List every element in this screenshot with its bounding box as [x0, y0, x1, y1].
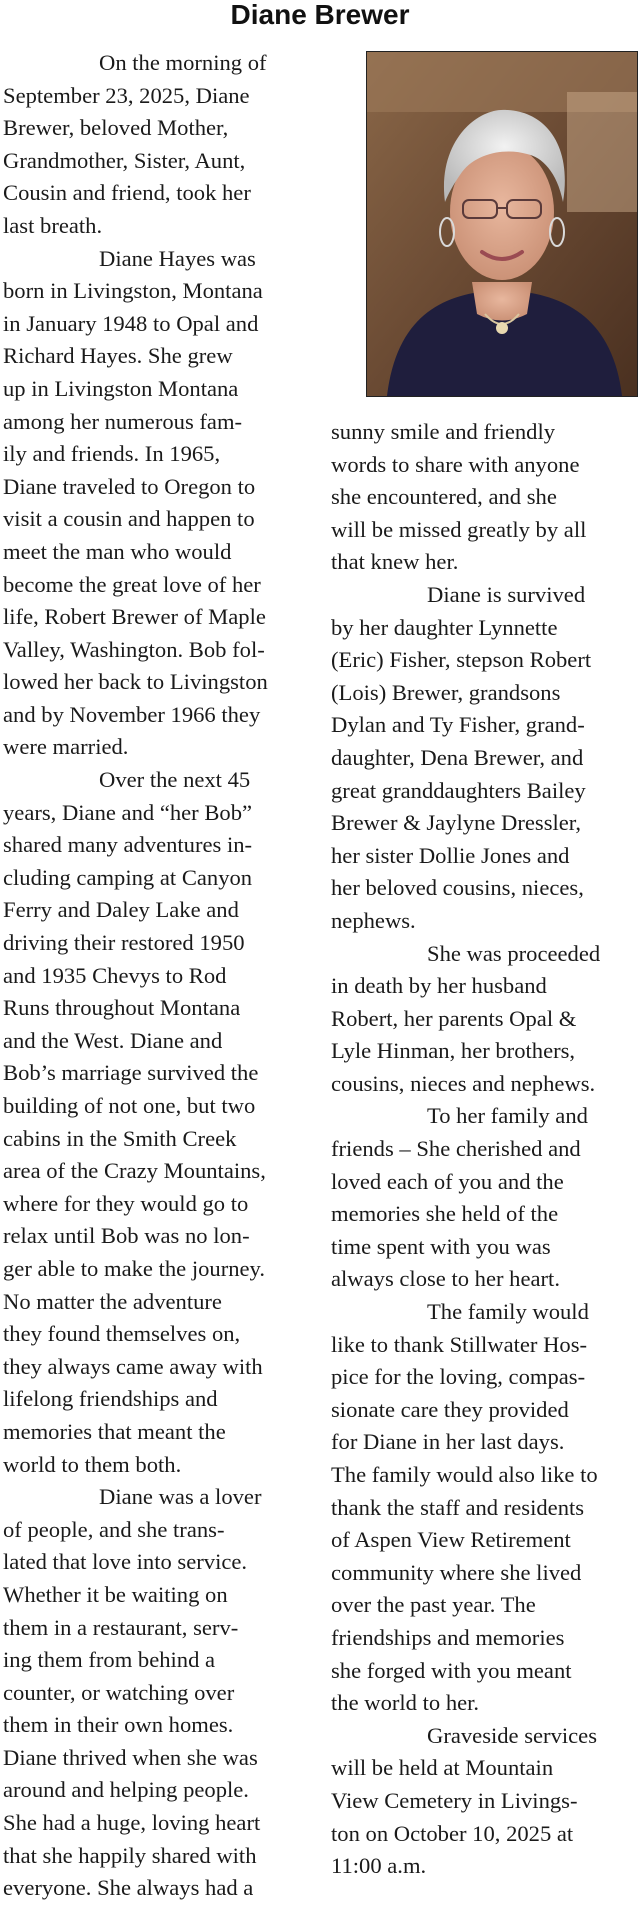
text-line: time spent with you was	[331, 1233, 551, 1259]
text-line: cabins in the Smith Creek	[3, 1125, 237, 1151]
text-line: meet the man who would	[3, 538, 232, 564]
text-line: thank the staff and residents	[331, 1494, 585, 1520]
text-line: among her numerous fam-	[3, 408, 243, 434]
text-line: Over the next 45	[99, 767, 251, 793]
text-line: September 23, 2025, Diane	[3, 82, 250, 108]
text-line: years, Diane and “her Bob”	[3, 799, 253, 825]
text-line: daughter, Dena Brewer, and	[331, 744, 584, 770]
text-line: everyone. She always had a	[3, 1875, 254, 1901]
text-line: her beloved cousins, nieces,	[331, 875, 584, 901]
text-line: Robert, her parents Opal &	[331, 1005, 577, 1031]
obituary-right-column	[331, 416, 636, 1883]
text-line: them in a restaurant, serv-	[3, 1614, 239, 1640]
text-line: Runs throughout Montana	[3, 995, 241, 1021]
text-line: visit a cousin and happen to	[3, 506, 255, 532]
text-line: View Cemetery in Livings-	[331, 1787, 578, 1813]
portrait-image	[367, 52, 637, 396]
text-line: like to thank Stillwater Hos-	[331, 1331, 588, 1357]
text-line: will be held at Mountain	[331, 1755, 554, 1781]
obituary-left-column	[3, 47, 323, 1905]
text-line: pice for the loving, compas-	[331, 1364, 586, 1390]
text-line: were married.	[3, 734, 129, 760]
text-line: Brewer, beloved Mother,	[3, 115, 229, 141]
text-line: will be missed greatly by all	[331, 516, 587, 542]
text-line: Richard Hayes. She grew	[3, 343, 233, 369]
text-line: sionate care they provided	[331, 1396, 569, 1422]
text-line: nephews.	[331, 907, 416, 933]
text-line: To her family and	[427, 1103, 588, 1129]
text-line: Graveside services	[427, 1722, 598, 1748]
text-line: shared many adventures in-	[3, 832, 253, 858]
text-line: building of not one, but two	[3, 1093, 256, 1118]
obituary-title: Diane Brewer	[230, 0, 410, 30]
text-line: She was proceeded	[427, 940, 601, 966]
text-line: Cousin and friend, took her	[3, 180, 251, 206]
text-line: last breath.	[3, 212, 103, 238]
text-line: up in Livingston Montana	[3, 375, 239, 401]
text-line: Dylan and Ty Fisher, grand-	[331, 712, 585, 738]
text-line: Valley, Washington. Bob fol-	[3, 636, 265, 662]
text-line: over the past year. The	[331, 1592, 536, 1618]
text-line: life, Robert Brewer of Maple	[3, 604, 266, 630]
text-line: Whether it be waiting on	[3, 1581, 228, 1607]
text-line: loved each of you and the	[331, 1168, 564, 1194]
text-line: in January 1948 to Opal and	[3, 310, 259, 336]
text-line: and by November 1966 they	[3, 701, 261, 727]
text-line: sunny smile and friendly	[331, 419, 556, 444]
text-line: Diane thrived when she was	[3, 1744, 258, 1770]
text-line: that she happily shared with	[3, 1842, 257, 1868]
text-line: The family would	[427, 1299, 589, 1325]
text-line: and 1935 Chevys to Rod	[3, 962, 227, 988]
text-line: relax until Bob was no lon-	[3, 1223, 250, 1249]
text-line: ily and friends. In 1965,	[3, 441, 221, 467]
portrait-photo	[366, 51, 638, 397]
text-line: of people, and she trans-	[3, 1516, 225, 1542]
text-line: friends – She cherished and	[331, 1136, 581, 1162]
text-line: them in their own homes.	[3, 1712, 234, 1738]
text-line: that knew her.	[331, 549, 459, 575]
text-line: around and helping people.	[3, 1777, 249, 1803]
text-line: memories that meant the	[3, 1418, 226, 1444]
text-line: 11:00 a.m.	[331, 1853, 427, 1879]
text-line: (Lois) Brewer, grandsons	[331, 679, 561, 705]
text-line: for Diane in her last days.	[331, 1429, 565, 1455]
text-line: by her daughter Lynnette	[331, 614, 558, 640]
text-line: she encountered, and she	[331, 484, 557, 510]
text-line: Grandmother, Sister, Aunt,	[3, 147, 246, 173]
text-line: (Eric) Fisher, stepson Robert	[331, 647, 592, 673]
text-line: Lyle Hinman, her brothers,	[331, 1038, 576, 1064]
text-line: ger able to make the journey.	[3, 1255, 266, 1281]
text-line: always close to her heart.	[331, 1266, 560, 1292]
text-line: ing them from behind a	[3, 1647, 216, 1673]
text-line: No matter the adventure	[3, 1288, 222, 1314]
text-line: and the West. Diane and	[3, 1027, 223, 1053]
text-line: where for they would go to	[3, 1190, 249, 1216]
text-line: cousins, nieces and nephews.	[331, 1070, 596, 1096]
text-line: Diane was a lover	[99, 1484, 262, 1510]
text-line: counter, or watching over	[3, 1679, 235, 1705]
text-line: Bob’s marriage survived the	[3, 1060, 259, 1086]
text-line: On the morning of	[99, 50, 267, 75]
text-line: become the great love of her	[3, 571, 261, 597]
text-line: born in Livingston, Montana	[3, 278, 263, 304]
text-line: Brewer & Jaylyne Dressler,	[331, 810, 582, 836]
text-line: they always came away with	[3, 1353, 263, 1379]
text-line: She had a huge, loving heart	[3, 1810, 261, 1836]
text-line: great granddaughters Bailey	[331, 777, 586, 803]
text-line: The family would also like to	[331, 1462, 598, 1487]
text-line: Ferry and Daley Lake and	[3, 897, 239, 923]
text-line: her sister Dollie Jones and	[331, 842, 570, 868]
text-line: she forged with you meant	[331, 1657, 572, 1683]
text-line: community where she lived	[331, 1559, 582, 1585]
text-line: words to share with anyone	[331, 451, 580, 477]
text-line: memories she held of the	[331, 1201, 559, 1227]
text-line: Diane traveled to Oregon to	[3, 473, 256, 499]
text-line: of Aspen View Retirement	[331, 1527, 571, 1553]
text-line: Diane is survived	[427, 581, 586, 607]
text-line: lifelong friendships and	[3, 1386, 218, 1412]
text-line: Diane Hayes was	[99, 245, 256, 271]
text-line: lowed her back to Livingston	[3, 669, 268, 695]
text-line: in death by her husband	[331, 973, 547, 999]
text-line: world to them both.	[3, 1451, 182, 1477]
text-line: lated that love into service.	[3, 1549, 248, 1575]
text-line: the world to her.	[331, 1690, 480, 1716]
text-line: area of the Crazy Mountains,	[3, 1158, 266, 1184]
text-line: cluding camping at Canyon	[3, 864, 253, 890]
text-line: driving their restored 1950	[3, 930, 245, 956]
text-line: they found themselves on,	[3, 1321, 241, 1347]
text-line: ton on October 10, 2025 at	[331, 1820, 574, 1846]
text-line: friendships and memories	[331, 1624, 565, 1650]
